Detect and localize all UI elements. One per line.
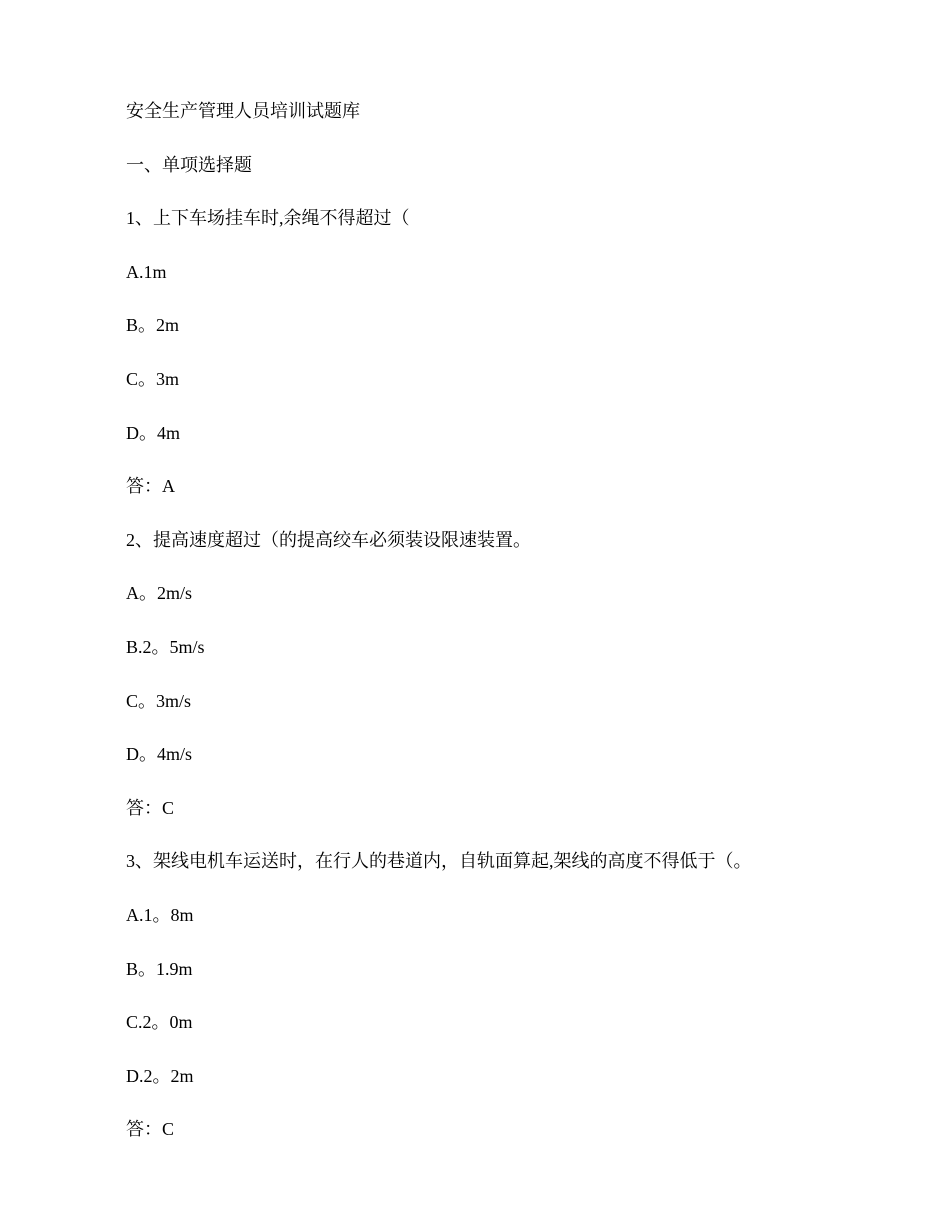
question-2-option-a: A。2m/s (126, 583, 193, 604)
question-3-option-c: C.2。0m (126, 1012, 193, 1033)
question-2-stem: 2、提高速度超过（的提高绞车必须装设限速装置。 (126, 529, 531, 550)
question-3-answer: 答：C (126, 1119, 175, 1140)
question-1-option-a: A.1m (126, 261, 167, 282)
section-heading: 一、单项选择题 (126, 154, 252, 175)
question-3-option-d: D.2。2m (126, 1065, 194, 1086)
document-title: 安全生产管理人员培训试题库 (126, 101, 360, 121)
question-3-option-b: B。1.9m (126, 958, 193, 979)
question-2-option-b: B.2。5m/s (126, 636, 205, 657)
document-content (126, 98, 826, 1170)
question-2-answer: 答：C (126, 797, 175, 818)
question-3-stem: 3、架线电机车运送时，在行人的巷道内，自轨面算起,架线的高度不得低于（。 (126, 851, 752, 872)
question-3-option-a: A.1。8m (126, 904, 194, 925)
question-1-option-d: D。4m (126, 422, 180, 443)
question-1-answer: 答：A (126, 476, 175, 497)
question-2-option-d: D。4m/s (126, 744, 193, 765)
question-1-option-c: C。3m (126, 368, 180, 389)
question-2-option-c: C。3m/s (126, 690, 192, 711)
question-1-stem: 1、上下车场挂车时,余绳不得超过（ (126, 208, 410, 229)
question-1-option-b: B。2m (126, 315, 180, 336)
